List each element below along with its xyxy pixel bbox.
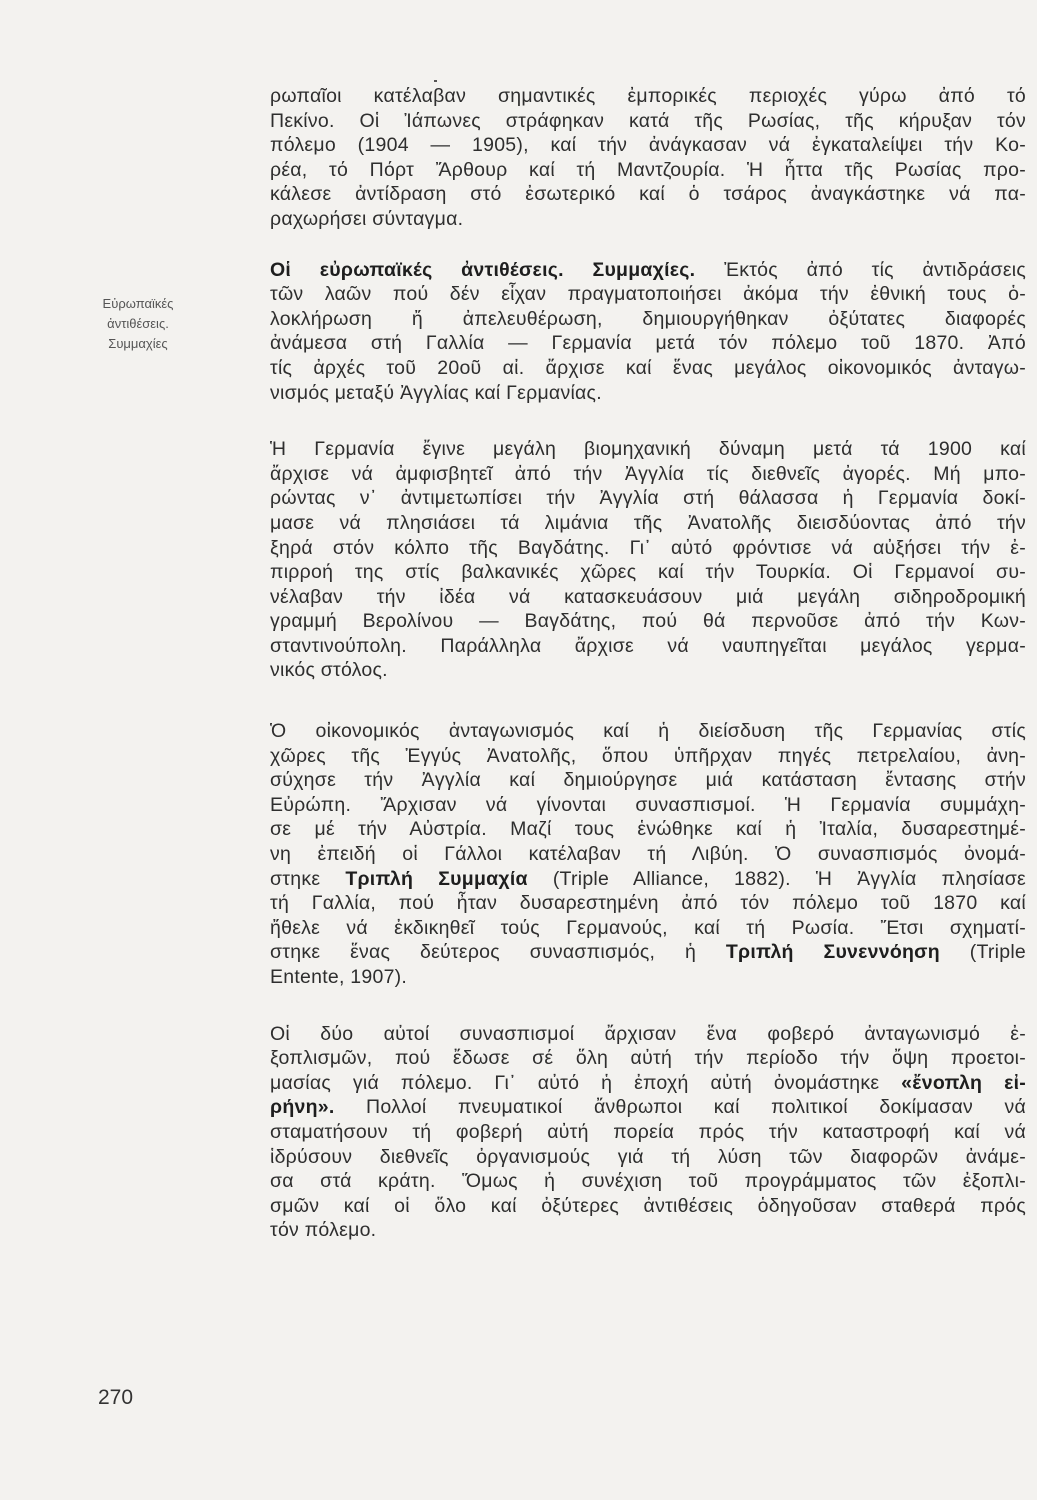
- print-speck: [434, 80, 437, 82]
- margin-note-line: Συμμαχίες: [108, 336, 168, 351]
- text-line: Πεκίνο. Οἱ Ἰάπωνες στράφηκαν κατά τῆς Ρωσίας, τῆς κήρυξαν τόν: [270, 109, 1026, 132]
- text-line: Ὁ οἰκονομικός ἀνταγωνισμός καί ἡ διείσδυση τῆς Γερμανίας στίς: [270, 720, 1026, 743]
- text-line: σταματήσουν τή φοβερή αὐτή πορεία πρός τήν καταστροφή καί νά: [270, 1120, 1026, 1143]
- text-line: τίς ἀρχές τοῦ 20οῦ αἰ. ἄρχισε καί ἕνας μεγάλος οἰκονομικός ἀνταγω-: [270, 356, 1026, 379]
- text-line: σταντινούπολη. Παράλληλα ἄρχισε νά ναυπηγεῖται μεγάλος γερμα-: [270, 634, 1026, 657]
- text-line: τόν πόλεμο.: [270, 1219, 377, 1242]
- text-line: [270, 1095, 1026, 1120]
- text-line: ξηρά στόν κόλπο τῆς Βαγδάτης. Γι᾽ αὐτό φρόντισε νά αὐξήσει τήν ἐ-: [270, 536, 1026, 559]
- text-line: [270, 1071, 1026, 1096]
- text-fragment: Πολλοί πνευματικοί ἄνθρωποι καί πολιτικοί δοκίμασαν νά: [366, 1096, 1027, 1119]
- text-line: Οἱ δύο αὐτοί συνασπισμοί ἄρχισαν ἕνα φοβερό ἀνταγωνισμό ἐ-: [270, 1022, 1026, 1045]
- text-line: σμῶν καί οἱ ὅλο καί ὀξύτερες ἀντιθέσεις ὁδηγοῦσαν σταθερά πρός: [270, 1194, 1026, 1217]
- text-line: πόλεμο (1904 — 1905), καί τήν ἀνάγκασαν νά ἐγκαταλείψει τήν Κο-: [270, 134, 1026, 157]
- text-line: πιρροή της στίς βαλκανικές χῶρες καί τήν Τουρκία. Οἱ Γερμανοί συ-: [270, 561, 1026, 584]
- text-line: ρώντας ν᾽ ἀντιμετωπίσει τήν Ἀγγλία στή θάλασσα ἡ Γερμανία δοκί-: [270, 487, 1026, 510]
- text-line: [270, 940, 1026, 965]
- margin-note: [68, 294, 208, 354]
- text-line: μασε νά πλησιάσει τά λιμάνια τῆς Ἀνατολῆς διεισδύοντας ἀπό τήν: [270, 511, 1026, 534]
- text-line: [270, 258, 1026, 283]
- text-line: Entente, 1907).: [270, 966, 408, 988]
- text-line: ρωπαῖοι κατέλαβαν σημαντικές ἐμπορικές περιοχές γύρω ἀπό τό: [270, 85, 1026, 107]
- text-line: σύχησε τήν Ἀγγλία καί δημιούργησε μιά κατάσταση ἔντασης στήν: [270, 769, 1026, 792]
- text-line: ραχωρήσει σύνταγμα.: [270, 207, 464, 230]
- text-fragment: (Triple Alliance, 1882). Ἡ Ἀγγλία πλησίασε: [552, 867, 1026, 890]
- text-line: Ἡ Γερμανία ἔγινε μεγάλη βιομηχανική δύναμη μετά τά 1900 καί: [270, 438, 1026, 461]
- text-line: τή Γαλλία, πού ἦταν δυσαρεστημένη ἀπό τόν πόλεμο τοῦ 1870 καί: [270, 892, 1026, 915]
- text-fragment: (Triple: [969, 941, 1026, 964]
- text-line: ἀνάμεσα στή Γαλλία — Γερμανία μετά τόν πόλεμο τοῦ 1870. Ἀπό: [270, 332, 1026, 355]
- text-line: κάλεσε ἀντίδραση στό ἐσωτερικό καί ὁ τσάρος ἀναγκάστηκε νά πα-: [270, 183, 1026, 206]
- text-line: ρέα, τό Πόρτ Ἄρθουρ καί τή Μαντζουρία. Ἡ ἧττα τῆς Ρωσίας προ-: [270, 158, 1026, 181]
- paragraph-4: [270, 719, 1026, 990]
- text-line: τῶν λαῶν πού δέν εἶχαν πραγματοποιήσει ἀκόμα τήν ἐθνική τους ὁ-: [270, 283, 1026, 306]
- paragraph-5: [270, 1022, 1026, 1243]
- text-line: ἤθελε νά ἐκδικηθεῖ τούς Γερμανούς, καί τή Ρωσία. Ἔτσι σχηματί-: [270, 916, 1026, 939]
- text-line: σε μέ τήν Αὐστρία. Μαζί τους ἑνώθηκε καί ἡ Ἰταλία, δυσαρεστημέ-: [270, 818, 1026, 841]
- text-line: νέλαβαν τήν ἰδέα νά κατασκευάσουν μιά μεγάλη σιδηροδρομική: [270, 585, 1026, 608]
- text-line: νισμός μεταξύ Ἀγγλίας καί Γερμανίας.: [270, 381, 602, 404]
- paragraph-1: [270, 84, 1026, 232]
- text-fragment: στηκε: [270, 867, 321, 890]
- text-fragment: Ἐκτός ἀπό τίς ἀντιδράσεις: [724, 258, 1027, 281]
- text-line: γραμμή Βερολίνου — Βαγδάτης, πού θά περνοῦσε ἀπό τήν Κων-: [270, 610, 1026, 633]
- text-line: νη ἐπειδή οἱ Γάλλοι κατέλαβαν τή Λιβύη. Ὁ συνασπισμός ὀνομά-: [270, 843, 1026, 866]
- text-line: λοκλήρωση ἤ ἀπελευθέρωση, δημιουργήθηκαν ὀξύτατες διαφορές: [270, 307, 1026, 330]
- text-line: χῶρες τῆς Ἐγγύς Ἀνατολῆς, ὅπου ὑπῆρχαν πηγές πετρελαίου, ἀνη-: [270, 744, 1026, 767]
- text-column: [270, 84, 1026, 1243]
- section-heading: Οἱ εὐρωπαϊκές ἀντιθέσεις. Συμμαχίες.: [270, 258, 696, 281]
- term-triple-entente: Τριπλή Συνεννόηση: [725, 941, 940, 964]
- term-armed-peace: «ἔνοπλη εἰ-: [901, 1071, 1026, 1094]
- text-line: νικός στόλος.: [270, 659, 388, 682]
- page-number: 270: [98, 1386, 134, 1409]
- text-line: ξοπλισμῶν, πού ἔδωσε σέ ὅλη αὐτή τήν περίοδο τήν ὄψη προετοι-: [270, 1047, 1026, 1070]
- text-line: Εὐρώπη. Ἄρχισαν νά γίνονται συνασπισμοί. Ἡ Γερμανία συμμάχη-: [270, 793, 1026, 816]
- text-fragment: μασίας γιά πόλεμο. Γι᾽ αὐτό ἡ ἐποχή αὐτή ὀνομάστηκε: [270, 1071, 880, 1094]
- paragraph-2: [270, 258, 1026, 406]
- margin-note-line: ἀντιθέσεις.: [107, 316, 169, 331]
- text-line: ἱδρύσουν διεθνεῖς ὀργανισμούς γιά τή λύση τῶν διαφορῶν ἀνάμε-: [270, 1145, 1026, 1168]
- text-line: ἄρχισε νά ἀμφισβητεῖ ἀπό τήν Ἀγγλία τίς διεθνεῖς ἀγορές. Μή μπο-: [270, 462, 1026, 485]
- paragraph-3: [270, 437, 1026, 683]
- text-line: σα στά κράτη. Ὅμως ἡ συνέχιση τοῦ προγράμματος τῶν ἐξοπλι-: [270, 1170, 1026, 1193]
- term-triple-alliance: Τριπλή Συμμαχία: [345, 867, 528, 890]
- margin-note-line: Εὐρωπαϊκές: [102, 296, 174, 311]
- text-line: [270, 867, 1026, 892]
- term-armed-peace-continued: ρήνη».: [270, 1096, 335, 1119]
- text-fragment: στηκε ἕνας δεύτερος συνασπισμός, ἡ: [270, 941, 697, 964]
